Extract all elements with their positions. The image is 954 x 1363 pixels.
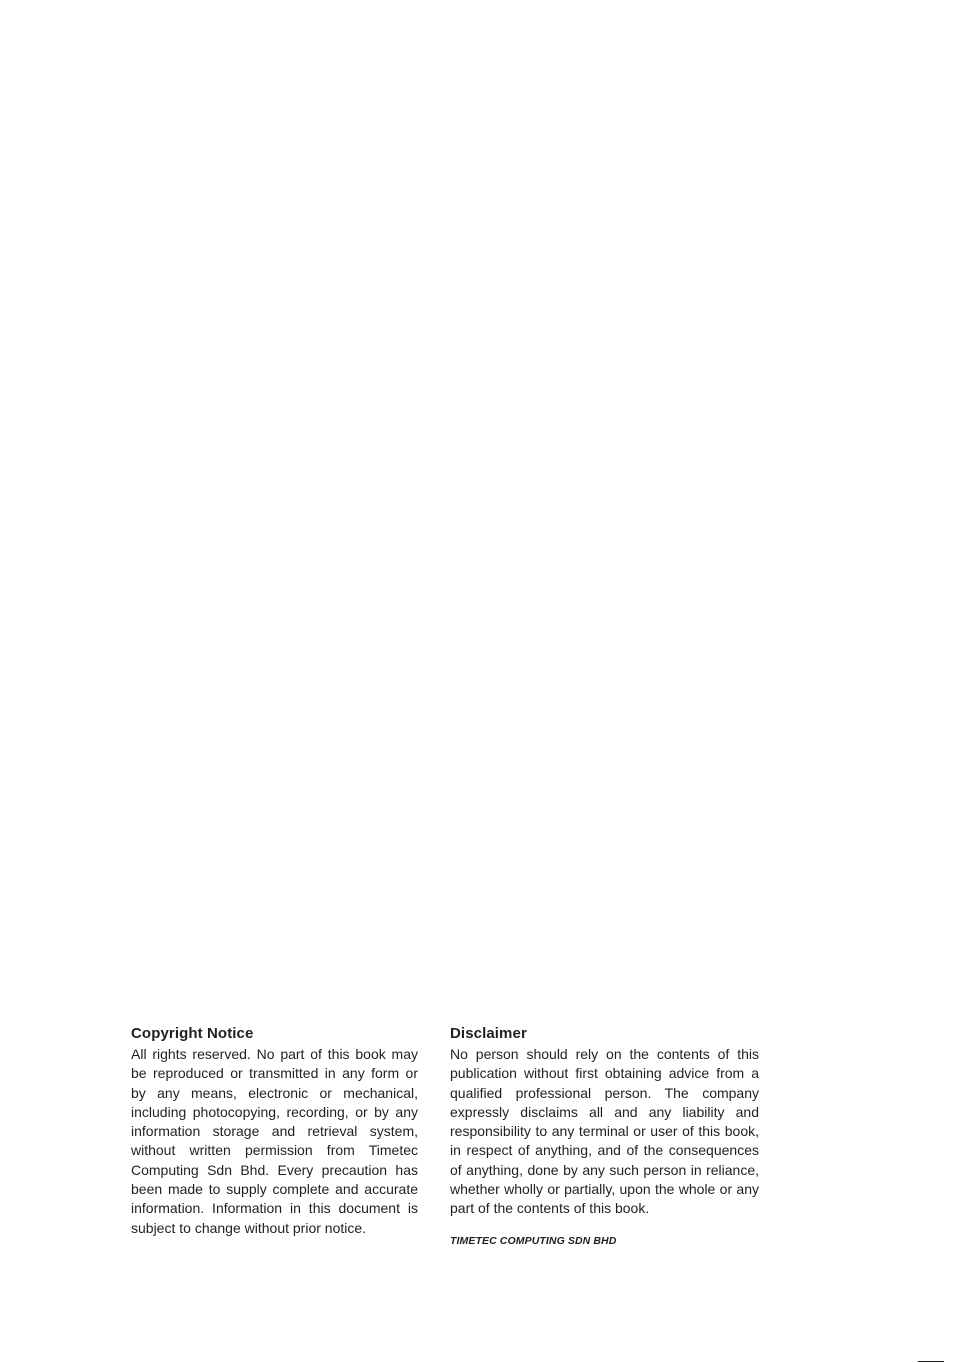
disclaimer-heading: Disclaimer [450, 1025, 527, 1042]
copyright-notice-heading: Copyright Notice [131, 1025, 254, 1042]
page-corner-rule [918, 1361, 944, 1362]
company-name: TIMETEC COMPUTING SDN BHD [450, 1234, 617, 1247]
copyright-notice-body: All rights reserved. No part of this book may be reproduced or transmitted in any form or by any means, electronic or mechanical, including photocopying, recording, or by any information storage and retrieval system, without written permission from Timetec Computing Sdn Bhd. Every precaution has been made to supply complete and accurate information. Information in this document is subject to change without prior notice. [131, 1046, 418, 1236]
disclaimer-body: No person should rely on the contents of this publication without first obtaining advice from a qualified professional person. The company expressly disclaims all and any liability and responsibility to any terminal or user of this book, in respect of anything, and of the consequences of anything, done by any such person in reliance, whether wholly or partially, upon the whole or any part of the contents of this book. [450, 1046, 759, 1217]
copyright-notice-section [131, 1024, 418, 1238]
disclaimer-section [450, 1024, 759, 1247]
